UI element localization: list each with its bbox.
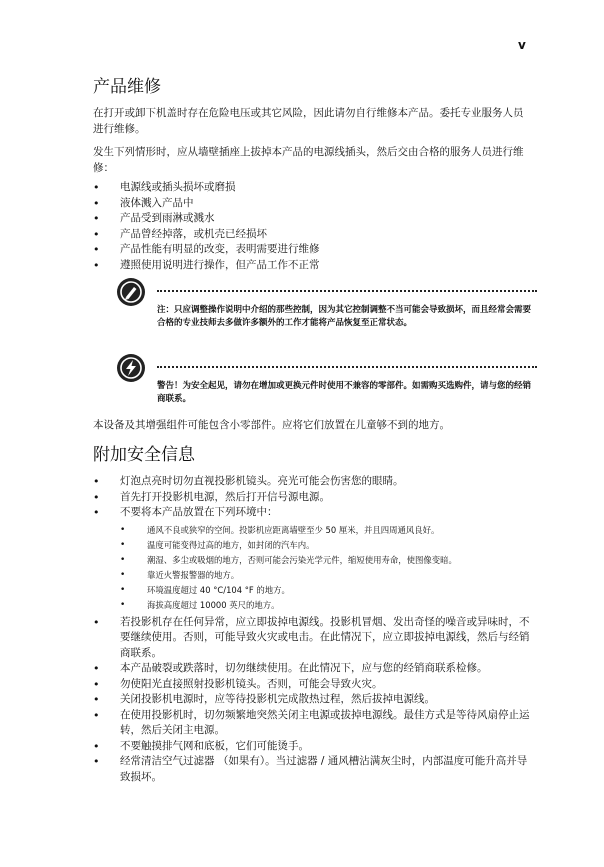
environment-list xyxy=(120,523,533,613)
maintenance-body-2 xyxy=(93,144,533,176)
list-item: • 通风不良或狭窄的空间。投影机应距离墙壁至少 50 厘米，并且四周通风良好。 xyxy=(120,523,533,538)
maintenance-paragraph-1: 在打开或卸下机盖时存在危险电压或其它风险，因此请勿自行维修本产品。委托专业服务人员进行维修。 xyxy=(93,107,524,135)
list-item: • 遵照使用说明进行操作，但产品工作不正常 xyxy=(93,258,533,274)
list-item: • 产品曾经掉落，或机壳已经损坏 xyxy=(93,227,533,243)
small-parts-note xyxy=(93,417,533,433)
note-text: 注：只应调整操作说明中介绍的那些控制，因为其它控制调整不当可能会导致损坏，而且经常会需要合格的专业技师去多做许多额外的工作才能将产品恢复至正常状态。 xyxy=(157,305,532,328)
note-divider xyxy=(157,290,537,292)
list-item: • 温度可能变得过高的地方，如封闭的汽车内。 xyxy=(120,538,533,553)
safety-list xyxy=(93,474,533,785)
maintenance-paragraph-2: 发生下列情形时，应从墙壁插座上拔掉本产品的电源线插头，然后交由合格的服务人员进行维修： xyxy=(93,146,524,174)
page-number: v xyxy=(518,38,526,52)
maintenance-list xyxy=(93,180,533,273)
maintenance-paragraph-3: 本设备及其增强组件可能包含小零部件。应将它们放置在儿童够不到的地方。 xyxy=(93,419,450,431)
list-item: • 不要触摸排气网和底板，它们可能烫手。 xyxy=(93,739,533,755)
safety-section xyxy=(93,444,533,466)
list-item xyxy=(93,505,533,613)
warning-divider xyxy=(157,366,537,368)
list-item: • 勿使阳光直接照射投影机镜头。否则，可能会导致火灾。 xyxy=(93,677,533,693)
list-item: • 灯泡点亮时切勿直视投影机镜头。亮光可能会伤害您的眼睛。 xyxy=(93,474,533,490)
list-item: • 经常清洁空气过滤器 （如果有）。当过滤器 / 通风槽沾满灰尘时，内部温度可能升高并导致损坏。 xyxy=(93,754,533,785)
list-item: • 首先打开投影机电源，然后打开信号源电源。 xyxy=(93,490,533,506)
list-item: • 产品受到雨淋或溅水 xyxy=(93,211,533,227)
note-callout xyxy=(117,278,537,348)
maintenance-title: 产品维修 xyxy=(93,77,161,97)
safety-title: 附加安全信息 xyxy=(93,445,195,465)
list-item: • 液体溅入产品中 xyxy=(93,196,533,212)
list-item: • 在使用投影机时，切勿频繁地突然关闭主电源或拔掉电源线。最佳方式是等待风扇停止运转，然后关闭主电源。 xyxy=(93,708,533,739)
list-item: • 产品性能有明显的改变，表明需要进行维修 xyxy=(93,242,533,258)
list-item: • 电源线或插头损坏或磨损 xyxy=(93,180,533,196)
environment-heading: 不要将本产品放置在下列环境中： xyxy=(120,506,278,518)
list-item: • 本产品破裂或跌落时，切勿继续使用。在此情况下，应与您的经销商联系检修。 xyxy=(93,661,533,677)
lightning-warning-icon xyxy=(117,354,145,382)
list-item: • 海拔高度超过 10000 英尺的地方。 xyxy=(120,598,533,613)
list-item: • 环境温度超过 40 °C/104 °F 的地方。 xyxy=(120,583,533,598)
list-item: • 靠近火警报警器的地方。 xyxy=(120,568,533,583)
safety-list-wrap xyxy=(93,474,533,785)
list-item: • 潮湿、多尘或吸烟的地方，否则可能会污染光学元件，缩短使用寿命，使图像变暗。 xyxy=(120,553,533,568)
warning-text: 警告！为安全起见，请勿在增加或更换元件时使用不兼容的零部件。如需购买选购件，请与您的经销商联系。 xyxy=(157,381,532,404)
maintenance-list-wrap xyxy=(93,180,533,273)
note-pen-icon xyxy=(117,278,145,306)
maintenance-section xyxy=(93,76,533,98)
warning-callout xyxy=(117,354,537,410)
maintenance-body xyxy=(93,105,533,137)
list-item: • 关闭投影机电源时，应等待投影机完成散热过程，然后拔掉电源线。 xyxy=(93,692,533,708)
list-item: • 若投影机存在任何异常，应立即拔掉电源线。投影机冒烟、发出奇怪的噪音或异味时，不要继续使用。否则，可能导致火灾或电击。在此情况下，应立即拔掉电源线，然后与经销商联系。 xyxy=(93,615,533,662)
